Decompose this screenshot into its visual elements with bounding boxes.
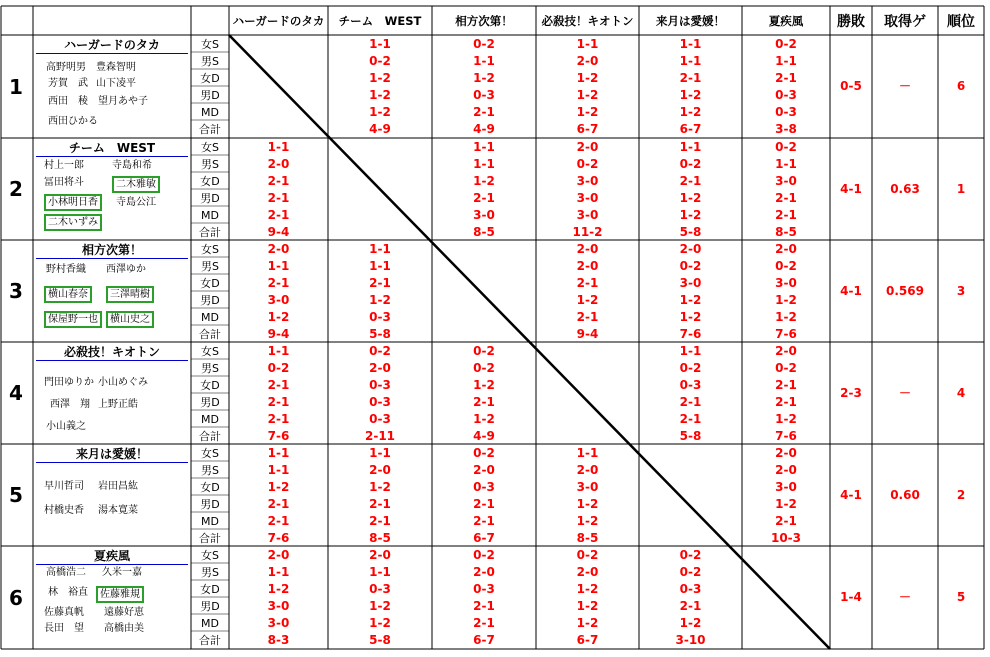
score-cell: 2-1 xyxy=(267,395,290,409)
score-cell: 3-0 xyxy=(576,208,599,222)
category-label: 男D xyxy=(200,89,220,102)
score-cell: 1-2 xyxy=(473,71,495,85)
score-cell: 4-9 xyxy=(473,122,495,136)
score-cell: 1-1 xyxy=(267,446,290,460)
category-label: 女S xyxy=(201,345,219,358)
player-name: 西澤 翔 xyxy=(50,399,90,410)
score-cell: 1-2 xyxy=(576,582,599,596)
score-cell: 9-4 xyxy=(267,225,290,239)
team-number-2: 2 xyxy=(9,177,23,201)
score-cell: 2-1 xyxy=(576,310,599,324)
score-cell: 2-1 xyxy=(267,208,290,222)
category-label: 男S xyxy=(201,464,219,477)
score-cell: 1-2 xyxy=(775,310,797,324)
points-value: 0.63 xyxy=(890,182,920,196)
category-label: 男D xyxy=(200,396,220,409)
category-label: MD xyxy=(201,311,219,324)
player-name: 望月あや子 xyxy=(98,96,148,107)
points-value: － xyxy=(898,386,911,400)
rank-value: 5 xyxy=(956,590,966,604)
player-name: 村橋史香 xyxy=(44,505,84,516)
score-cell: 1-2 xyxy=(679,208,702,222)
score-cell: 3-8 xyxy=(775,122,797,136)
category-label: 男D xyxy=(200,294,220,307)
score-cell: 4-9 xyxy=(369,122,391,136)
column-header-2: チーム WEST xyxy=(338,14,422,28)
score-cell: 2-1 xyxy=(775,71,797,85)
score-cell: 1-1 xyxy=(369,259,391,273)
category-label: 女S xyxy=(201,141,219,154)
score-cell: 1-2 xyxy=(369,88,391,102)
player-name: 横山春奈 xyxy=(44,286,92,303)
score-cell: 2-1 xyxy=(267,514,290,528)
category-label: MD xyxy=(201,413,219,426)
score-cell: 1-1 xyxy=(369,565,391,579)
category-label: 合計 xyxy=(199,532,221,545)
score-cell: 2-11 xyxy=(364,429,396,443)
score-cell: 1-2 xyxy=(576,599,599,613)
score-cell: 8-5 xyxy=(473,225,495,239)
score-cell: 2-0 xyxy=(473,565,495,579)
score-cell: 0-2 xyxy=(576,548,599,562)
score-cell: 0-2 xyxy=(775,37,797,51)
score-cell: 2-0 xyxy=(369,463,391,477)
score-cell: 3-0 xyxy=(267,616,290,630)
team-name: ハーガードのタカ xyxy=(36,37,188,54)
score-cell: 0-2 xyxy=(473,361,495,375)
score-cell: 2-1 xyxy=(679,71,702,85)
score-cell: 0-3 xyxy=(369,395,391,409)
score-cell: 0-3 xyxy=(369,412,391,426)
win-loss-value: 1-4 xyxy=(840,590,862,604)
score-cell: 2-1 xyxy=(267,412,290,426)
score-cell: 0-3 xyxy=(369,310,391,324)
player-name: 野村香織 xyxy=(46,264,86,275)
category-label: MD xyxy=(201,106,219,119)
win-loss-value: 4-1 xyxy=(840,284,862,298)
category-label: 男S xyxy=(201,158,219,171)
category-label: 男S xyxy=(201,362,219,375)
score-cell: 1-2 xyxy=(576,497,599,511)
column-header-4: 必殺技！キオトン xyxy=(541,14,634,28)
score-cell: 2-0 xyxy=(267,157,290,171)
rank-header: 順位 xyxy=(947,14,975,30)
player-name: 上野正皓 xyxy=(98,399,138,410)
score-cell: 5-8 xyxy=(369,327,391,341)
win-loss-header: 勝敗 xyxy=(837,14,865,30)
score-cell: 2-1 xyxy=(267,174,290,188)
team-name: 夏疾風 xyxy=(36,548,188,565)
category-label: 女D xyxy=(200,175,220,188)
score-cell: 3-0 xyxy=(576,480,599,494)
score-cell: 0-2 xyxy=(369,54,391,68)
team-name: 来月は愛媛！ xyxy=(36,446,188,463)
score-cell: 1-1 xyxy=(679,54,702,68)
score-cell: 1-2 xyxy=(576,88,599,102)
score-cell: 1-1 xyxy=(267,140,290,154)
score-cell: 5-8 xyxy=(679,429,702,443)
category-label: 女S xyxy=(201,549,219,562)
score-cell: 2-1 xyxy=(473,497,495,511)
score-cell: 1-2 xyxy=(775,293,797,307)
score-cell: 0-2 xyxy=(473,37,495,51)
category-label: MD xyxy=(201,617,219,630)
points-value: 0.60 xyxy=(890,488,920,502)
score-cell: 3-10 xyxy=(675,633,706,647)
score-cell: 2-0 xyxy=(576,242,599,256)
score-cell: 1-1 xyxy=(369,242,391,256)
score-cell: 1-2 xyxy=(679,88,702,102)
score-cell: 2-1 xyxy=(679,412,702,426)
score-cell: 8-5 xyxy=(775,225,797,239)
score-cell: 0-2 xyxy=(267,361,290,375)
score-cell: 11-2 xyxy=(572,225,603,239)
score-cell: 9-4 xyxy=(267,327,290,341)
score-cell: 0-2 xyxy=(679,548,702,562)
player-name: 湯本寛菜 xyxy=(98,505,138,516)
score-cell: 6-7 xyxy=(576,633,599,647)
score-cell: 6-7 xyxy=(576,122,599,136)
score-cell: 1-1 xyxy=(473,54,495,68)
column-header-1: ハーガードのタカ xyxy=(232,14,325,28)
score-cell: 1-2 xyxy=(679,191,702,205)
player-name: 小林明日香 xyxy=(44,194,102,211)
player-name: 長田 望 xyxy=(44,623,84,634)
score-cell: 0-2 xyxy=(775,259,797,273)
player-name: 二木いずみ xyxy=(44,214,102,231)
score-cell: 2-1 xyxy=(679,174,702,188)
score-cell: 0-2 xyxy=(775,140,797,154)
team-number-6: 6 xyxy=(9,585,23,610)
category-label: 女D xyxy=(200,583,220,596)
score-cell: 1-2 xyxy=(679,105,702,119)
score-cell: 1-2 xyxy=(576,514,599,528)
rank-value: 3 xyxy=(956,284,966,298)
team-number-5: 5 xyxy=(9,483,23,507)
category-label: 男S xyxy=(201,55,219,68)
score-cell: 8-5 xyxy=(369,531,391,545)
score-cell: 1-2 xyxy=(369,616,391,630)
score-cell: 4-9 xyxy=(473,429,495,443)
category-label: 男D xyxy=(200,192,220,205)
score-cell: 1-1 xyxy=(775,54,797,68)
category-label: 合計 xyxy=(199,430,221,443)
score-cell: 2-1 xyxy=(267,191,290,205)
score-cell: 2-1 xyxy=(775,378,797,392)
player-name: 三澤晴樹 xyxy=(106,286,154,303)
score-cell: 0-2 xyxy=(369,344,391,358)
player-name: 小山義之 xyxy=(46,421,86,432)
score-cell: 2-1 xyxy=(473,105,495,119)
score-cell: 1-2 xyxy=(576,616,599,630)
score-cell: 2-1 xyxy=(473,616,495,630)
category-label: 女D xyxy=(200,72,220,85)
score-cell: 1-2 xyxy=(369,105,391,119)
score-cell: 2-1 xyxy=(473,191,495,205)
score-cell: 2-1 xyxy=(775,395,797,409)
win-loss-value: 0-5 xyxy=(840,79,862,93)
player-name: 西田 稜 xyxy=(48,96,88,107)
player-name: 西澤ゆか xyxy=(106,264,146,275)
score-cell: 1-2 xyxy=(679,616,702,630)
player-name: 高橋由美 xyxy=(104,623,144,634)
score-cell: 1-1 xyxy=(473,140,495,154)
score-cell: 8-3 xyxy=(267,633,290,647)
score-cell: 1-2 xyxy=(369,480,391,494)
score-cell: 2-0 xyxy=(473,463,495,477)
player-name: 早川哲司 xyxy=(44,481,84,492)
score-cell: 1-1 xyxy=(369,446,391,460)
category-label: 合計 xyxy=(199,328,221,341)
score-cell: 0-3 xyxy=(369,378,391,392)
score-cell: 0-2 xyxy=(679,157,702,171)
score-cell: 0-2 xyxy=(576,157,599,171)
player-name: 高野明男 xyxy=(46,62,86,73)
score-cell: 2-1 xyxy=(775,208,797,222)
score-cell: 1-2 xyxy=(576,293,599,307)
score-cell: 8-5 xyxy=(576,531,599,545)
score-cell: 2-1 xyxy=(775,514,797,528)
player-name: 冨田将斗 xyxy=(44,177,84,188)
score-cell: 0-3 xyxy=(775,105,797,119)
player-name: 寺島公江 xyxy=(116,197,156,208)
category-label: 女S xyxy=(201,38,219,51)
player-name: 芳賀 武 xyxy=(48,78,88,89)
points-value: 0.569 xyxy=(886,284,924,298)
score-cell: 2-1 xyxy=(267,497,290,511)
score-cell: 0-2 xyxy=(679,259,702,273)
score-cell: 2-0 xyxy=(775,463,797,477)
score-cell: 0-2 xyxy=(473,548,495,562)
score-cell: 1-2 xyxy=(369,599,391,613)
score-cell: 7-6 xyxy=(267,429,290,443)
score-cell: 2-1 xyxy=(473,514,495,528)
score-cell: 1-1 xyxy=(369,37,391,51)
player-name: 佐藤真帆 xyxy=(44,607,84,618)
score-cell: 0-2 xyxy=(473,446,495,460)
category-label: 女D xyxy=(200,277,220,290)
score-cell: 6-7 xyxy=(473,633,495,647)
score-cell: 2-0 xyxy=(576,54,599,68)
category-label: 合計 xyxy=(199,634,221,647)
score-cell: 2-0 xyxy=(369,548,391,562)
score-cell: 2-0 xyxy=(775,344,797,358)
score-cell: 5-8 xyxy=(369,633,391,647)
score-cell: 1-1 xyxy=(576,446,599,460)
score-cell: 1-1 xyxy=(679,344,702,358)
score-cell: 6-7 xyxy=(473,531,495,545)
player-name: 二木雅敏 xyxy=(112,176,160,193)
score-cell: 2-0 xyxy=(775,242,797,256)
score-cell: 1-1 xyxy=(267,463,290,477)
score-cell: 2-1 xyxy=(473,599,495,613)
score-cell: 2-1 xyxy=(267,378,290,392)
category-label: 男D xyxy=(200,600,220,613)
points-value: － xyxy=(898,590,911,604)
score-cell: 1-2 xyxy=(267,480,290,494)
category-label: 女D xyxy=(200,379,220,392)
player-name: 豊森智明 xyxy=(96,62,136,73)
team-name: チーム WEST xyxy=(36,140,188,157)
score-cell: 2-0 xyxy=(267,242,290,256)
score-cell: 1-2 xyxy=(775,497,797,511)
score-cell: 0-3 xyxy=(473,480,495,494)
column-header-5: 来月は愛媛！ xyxy=(656,14,725,28)
score-cell: 2-0 xyxy=(679,242,702,256)
score-cell: 2-0 xyxy=(576,565,599,579)
score-cell: 2-0 xyxy=(775,446,797,460)
score-cell: 7-6 xyxy=(679,327,702,341)
score-cell: 1-1 xyxy=(267,565,290,579)
score-cell: 2-1 xyxy=(679,599,702,613)
column-header-3: 相方次第！ xyxy=(455,14,513,28)
team-number-4: 4 xyxy=(9,381,23,405)
score-cell: 0-3 xyxy=(473,582,495,596)
score-cell: 1-2 xyxy=(576,71,599,85)
score-cell: 1-1 xyxy=(576,37,599,51)
score-cell: 2-1 xyxy=(267,276,290,290)
category-label: 女S xyxy=(201,243,219,256)
score-cell: 2-1 xyxy=(369,276,391,290)
rank-value: 2 xyxy=(956,488,966,502)
win-loss-value: 4-1 xyxy=(840,488,862,502)
player-name: 高橋浩二 xyxy=(46,567,86,578)
category-label: MD xyxy=(201,515,219,528)
score-cell: 1-1 xyxy=(679,37,702,51)
score-cell: 2-1 xyxy=(369,514,391,528)
score-cell: 1-2 xyxy=(473,174,495,188)
score-cell: 3-0 xyxy=(775,480,797,494)
score-cell: 2-1 xyxy=(775,191,797,205)
score-cell: 0-2 xyxy=(679,565,702,579)
player-name: 門田ゆりか xyxy=(44,377,94,388)
score-cell: 1-2 xyxy=(267,310,290,324)
score-cell: 1-2 xyxy=(775,412,797,426)
player-name: 遠藤好恵 xyxy=(104,607,144,618)
player-name: 横山史之 xyxy=(106,311,154,328)
category-label: 男D xyxy=(200,498,220,511)
win-loss-value: 4-1 xyxy=(840,182,862,196)
score-cell: 1-2 xyxy=(576,105,599,119)
score-cell: 2-0 xyxy=(576,140,599,154)
score-cell: 3-0 xyxy=(576,191,599,205)
score-cell: 0-3 xyxy=(679,582,702,596)
score-cell: 3-0 xyxy=(267,599,290,613)
player-name: 久米一嘉 xyxy=(102,567,142,578)
score-cell: 2-1 xyxy=(679,395,702,409)
rank-value: 4 xyxy=(956,386,966,400)
score-cell: 0-2 xyxy=(473,344,495,358)
team-number-1: 1 xyxy=(9,74,23,99)
score-cell: 1-1 xyxy=(473,157,495,171)
category-label: 女S xyxy=(201,447,219,460)
score-cell: 3-0 xyxy=(775,174,797,188)
category-label: 女D xyxy=(200,481,220,494)
score-cell: 1-2 xyxy=(369,293,391,307)
category-label: 合計 xyxy=(199,226,221,239)
score-cell: 1-2 xyxy=(473,378,495,392)
score-cell: 2-0 xyxy=(369,361,391,375)
score-cell: 1-2 xyxy=(473,412,495,426)
category-label: 男S xyxy=(201,260,219,273)
score-cell: 3-0 xyxy=(267,293,290,307)
score-cell: 1-2 xyxy=(679,293,702,307)
score-cell: 2-0 xyxy=(267,548,290,562)
score-cell: 0-2 xyxy=(679,361,702,375)
score-cell: 10-3 xyxy=(770,531,802,545)
rank-value: 1 xyxy=(956,182,966,196)
score-cell: 2-0 xyxy=(576,463,599,477)
score-cell: 1-1 xyxy=(679,140,702,154)
score-cell: 9-4 xyxy=(576,327,599,341)
score-cell: 2-1 xyxy=(369,497,391,511)
player-name: 小山めぐみ xyxy=(98,377,148,388)
category-label: 男S xyxy=(201,566,219,579)
points-value: － xyxy=(898,79,911,93)
player-name: 岩田昌紘 xyxy=(98,481,138,492)
player-name: 西田ひかる xyxy=(48,116,98,127)
team-name: 必殺技！キオトン xyxy=(36,344,188,361)
rank-value: 6 xyxy=(956,79,966,93)
score-cell: 1-1 xyxy=(267,344,290,358)
score-cell: 7-6 xyxy=(267,531,290,545)
team-name: 相方次第！ xyxy=(36,242,188,259)
score-cell: 1-2 xyxy=(679,310,702,324)
score-cell: 0-3 xyxy=(775,88,797,102)
player-name: 保屋野一也 xyxy=(44,311,102,328)
score-cell: 1-1 xyxy=(267,259,290,273)
score-cell: 1-2 xyxy=(267,582,290,596)
score-cell: 3-0 xyxy=(775,276,797,290)
score-cell: 0-3 xyxy=(369,582,391,596)
player-name: 寺島和希 xyxy=(112,160,152,171)
category-label: 合計 xyxy=(199,123,221,136)
score-cell: 6-7 xyxy=(679,122,702,136)
points-header: 取得ゲ xyxy=(884,14,926,30)
team-number-3: 3 xyxy=(9,279,23,303)
score-cell: 7-6 xyxy=(775,429,797,443)
score-cell: 2-1 xyxy=(576,276,599,290)
score-cell: 7-6 xyxy=(775,327,797,341)
player-name: 林 裕直 xyxy=(48,587,88,598)
score-cell: 0-2 xyxy=(775,361,797,375)
score-cell: 2-1 xyxy=(473,395,495,409)
score-cell: 0-3 xyxy=(473,88,495,102)
score-cell: 3-0 xyxy=(473,208,495,222)
player-name: 山下凌平 xyxy=(96,78,136,89)
category-label: MD xyxy=(201,209,219,222)
score-cell: 0-3 xyxy=(679,378,702,392)
score-cell: 5-8 xyxy=(679,225,702,239)
win-loss-value: 2-3 xyxy=(840,386,862,400)
player-name: 村上一郎 xyxy=(44,160,84,171)
column-header-6: 夏疾風 xyxy=(768,14,804,28)
player-name: 佐藤雅規 xyxy=(96,586,144,603)
score-cell: 1-1 xyxy=(775,157,797,171)
score-cell: 2-0 xyxy=(576,259,599,273)
score-cell: 1-2 xyxy=(369,71,391,85)
score-cell: 3-0 xyxy=(576,174,599,188)
score-cell: 3-0 xyxy=(679,276,702,290)
